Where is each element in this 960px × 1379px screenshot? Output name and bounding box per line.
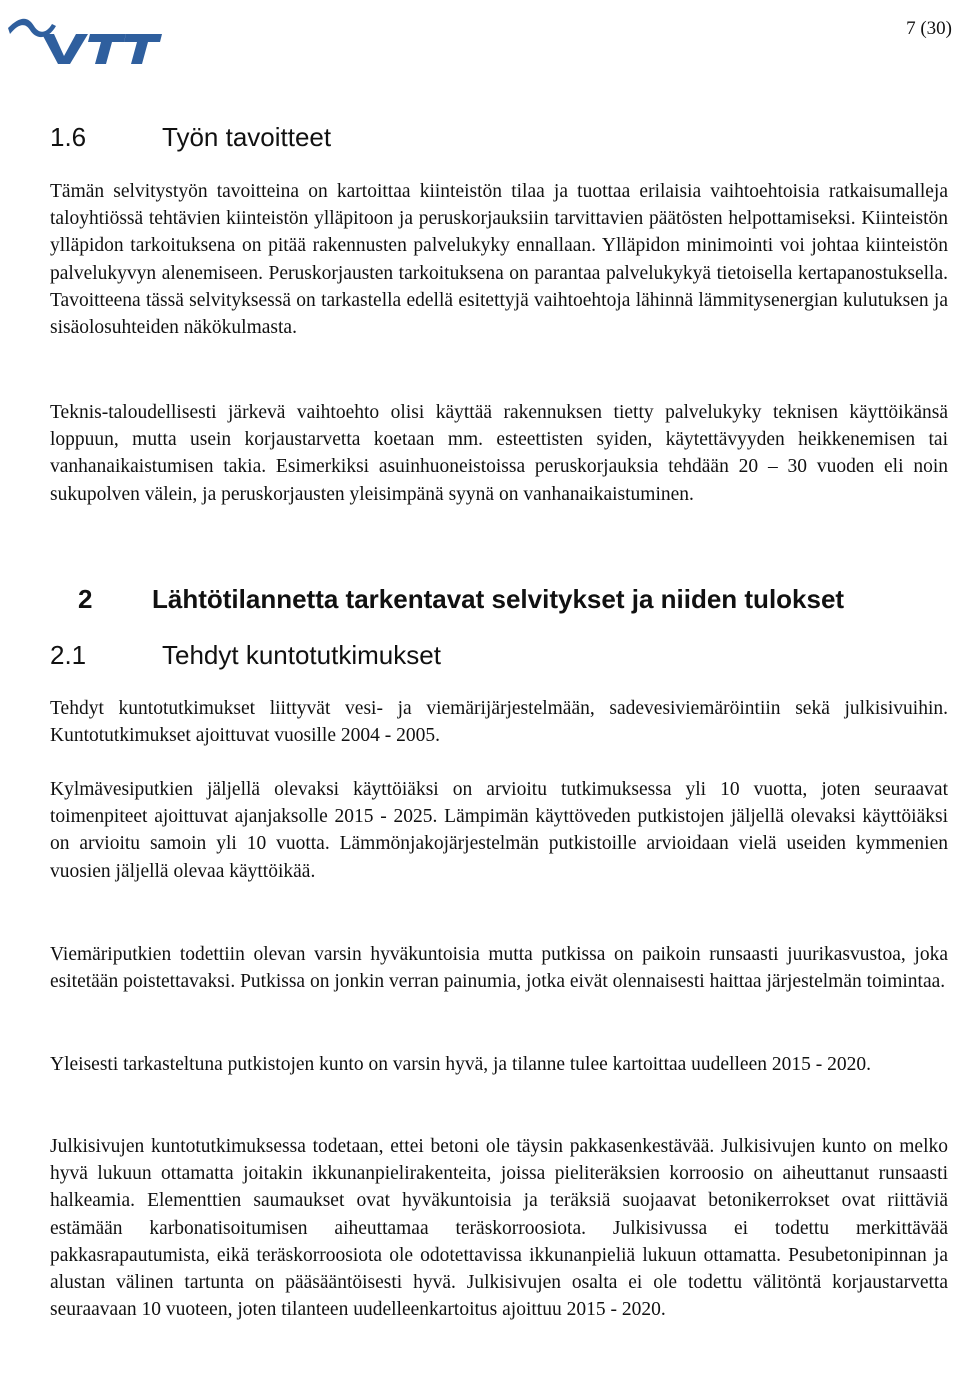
section-heading-2-1 bbox=[50, 640, 441, 671]
paragraph: Viemäriputkien todettiin olevan varsin hyväkuntoisia mutta putkissa on paikoin runsaasti juurikasvustoa, joka esitetään poistettavaksi. Putkissa on jonkin verran painumia, jotka eivät olennaisesti haittaa järjestelmän toimintaa. bbox=[50, 944, 948, 993]
paragraph: Julkisivujen kuntotutkimuksessa todetaan, ettei betoni ole täysin pakkasenkestävää. Julkisivujen kunto on melko hyvä lukuun ottamatta joitakin ikkunanpielirakenteita, joissa pieliteräksien korroosio on aiheuttanut runsaasti halkeamia. Elementtien saumaukset ovat hyväkuntoisia ja teräksiä suojaavat betonikerrokset ovat riittäviä estämään karbonatisoitumisen aiheuttamaa teräskorroosiota. Julkisivussa ei todettu merkittävää pakkasrapautumista, eikä teräskorroosiota ole odotettavissa ikkunanpieliä lukuun ottamatta. Pesubetonipinnan ja alustan välinen tartunta on pääsääntöisesti hyvä. Julkisivujen osalta ei ole todettu välitöntä korjaustarvetta seuraavaan 10 vuoteen, joten tilanteen uudelleenkartoitus ajoittuu 2015 - 2020. bbox=[50, 1136, 948, 1321]
section-number: 1.6 bbox=[50, 122, 87, 152]
chapter-heading-2 bbox=[78, 584, 844, 615]
page-number: 7 (30) bbox=[906, 18, 952, 39]
section-title: Työn tavoitteet bbox=[162, 122, 332, 152]
section-title: Tehdyt kuntotutkimukset bbox=[162, 640, 441, 670]
section-heading-1-6 bbox=[50, 122, 331, 153]
paragraph: Yleisesti tarkasteltuna putkistojen kunto on varsin hyvä, ja tilanne tulee kartoittaa uudelleen 2015 - 2020. bbox=[50, 1054, 871, 1075]
vtt-logo bbox=[6, 6, 162, 66]
paragraph: Kylmävesiputkien jäljellä olevaksi käyttöiäksi on arvioitu tutkimuksessa yli 10 vuotta, joten seuraavat toimenpiteet ajoittuvat ajanjaksolle 2015 - 2025. Lämpimän käyttöveden putkistojen jäljellä olevaksi käyttöiäksi on arvioitu samoin yli 10 vuotta. Lämmönjakojärjestelmän putkistoille arvioidaan vielä useiden kymmenien vuosien jäljellä olevaa käyttöikää. bbox=[50, 779, 948, 882]
section-number: 2.1 bbox=[50, 640, 87, 670]
chapter-title: Lähtötilannetta tarkentavat selvitykset ja niiden tulokset bbox=[152, 584, 845, 614]
paragraph: Tämän selvitystyön tavoitteina on kartoittaa kiinteistön tilaa ja tuottaa erilaisia vaihtoehtoisia ratkaisumalleja taloyhtiössä tehtävien kiinteistön ylläpitoon ja peruskorjauksiin tarvittavien päätösten helpottamiseksi. Kiinteistön ylläpidon tarkoituksena on pitää rakennusten palvelukyky ennallaan. Ylläpidon minimointi voi johtaa kiinteistön palvelukyvyn alenemiseen. Peruskorjausten tarkoituksena on parantaa palvelukykyä tietoisella kertapanostuksella. Tavoitteena tässä selvityksessä on tarkastella edellä esitettyjä vaihtoehtoja lähinnä lämmitysenergian kulutuksen ja sisäolosuhteiden näkökulmasta. bbox=[50, 181, 948, 339]
chapter-number: 2 bbox=[78, 584, 93, 614]
paragraph: Tehdyt kuntotutkimukset liittyvät vesi- ja viemärijärjestelmään, sadevesiviemäröintiin sekä julkisivuihin. Kuntotutkimukset ajoittuvat vuosille 2004 - 2005. bbox=[50, 698, 948, 747]
paragraph: Teknis-taloudellisesti järkevä vaihtoehto olisi käyttää rakennuksen tietty palvelukyky teknisen käyttöikänsä loppuun, mutta usein korjaustarvetta koetaan mm. esteettisten syiden, käytettävyyden heikkenemisen tai vanhanaikaistumisen takia. Esimerkiksi asuinhuoneistoissa peruskorjauksia tehdään 20 – 30 vuoden eli noin sukupolven välein, ja peruskorjausten yleisimpänä syynä on vanhanaikaistuminen. bbox=[50, 402, 948, 505]
